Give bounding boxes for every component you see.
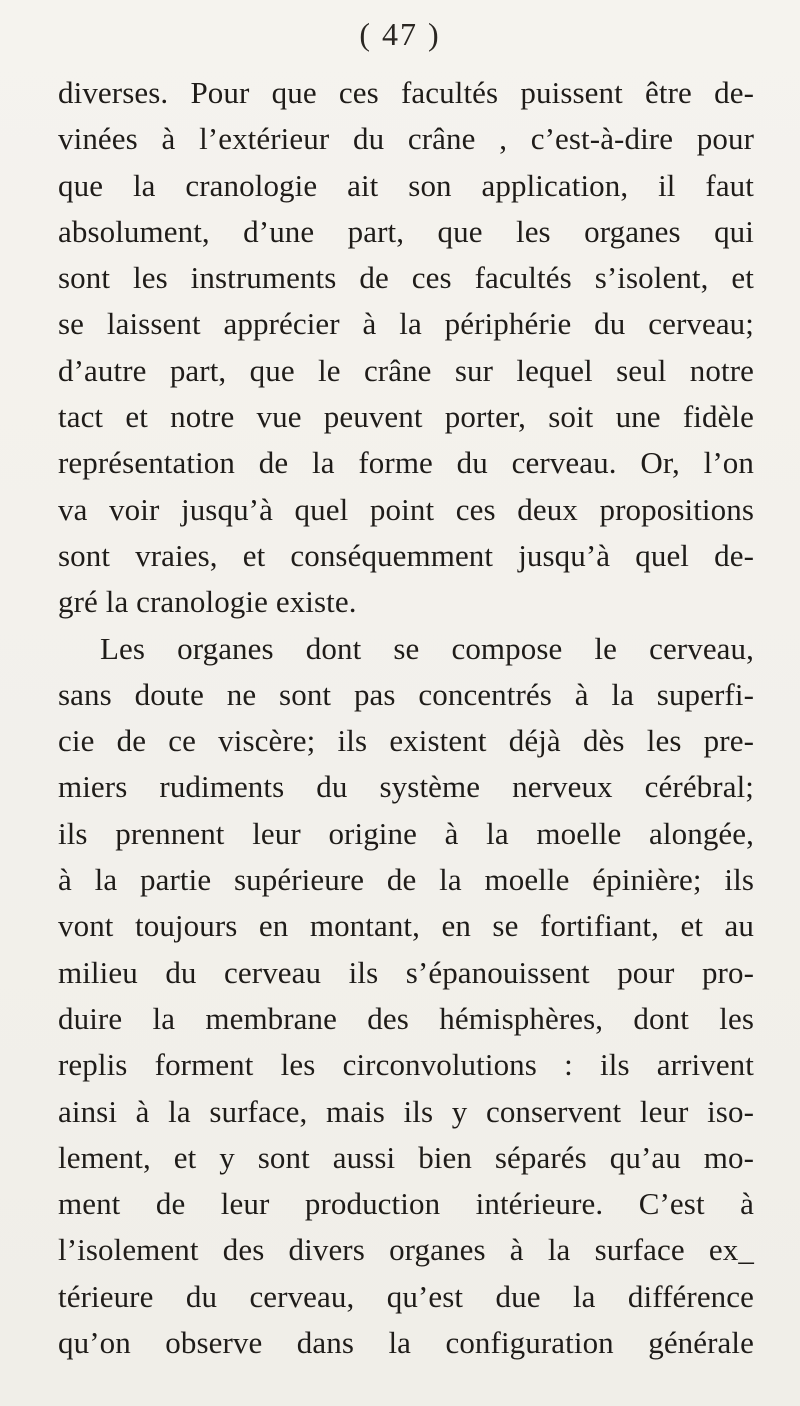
text-line: miers rudiments du système nerveux cérébral; (58, 769, 754, 805)
paragraph-end-line: gré la cranologie existe. (58, 584, 357, 620)
page-number: ( 47 ) (359, 16, 441, 52)
text-line: diverses. Pour que ces facultés puissent être de- (58, 75, 754, 110)
text-line: absolument, d’une part, que les organes qui (58, 213, 754, 249)
text-line: térieure du cerveau, qu’est due la différence (58, 1278, 754, 1314)
text-line: l’isolement des divers organes à la surface ex_ (58, 1232, 754, 1268)
text-line: ainsi à la surface, mais ils y conservent leur iso- (58, 1093, 754, 1129)
text-line: représentation de la forme du cerveau. Or, l’on (58, 445, 754, 481)
text-line: ils prennent leur origine à la moelle alongée, (58, 815, 754, 851)
text-line: va voir jusqu’à quel point ces deux propositions (58, 491, 754, 527)
text-line: cie de ce viscère; ils existent déjà dès les pre- (58, 723, 754, 759)
text-line: se laissent apprécier à la périphérie du cerveau; (58, 306, 754, 342)
text-line: lement, et y sont aussi bien séparés qu’au mo- (58, 1139, 754, 1175)
text-line: milieu du cerveau ils s’épanouissent pour pro- (58, 954, 754, 990)
text-line: qu’on observe dans la configuration générale (58, 1325, 754, 1361)
text-line: ment de leur production intérieure. C’est à (58, 1186, 754, 1222)
text-line: duire la membrane des hémisphères, dont les (58, 1000, 754, 1036)
text-line: sans doute ne sont pas concentrés à la superfi- (58, 676, 754, 712)
text-line: que la cranologie ait son application, il faut (58, 167, 754, 203)
text-line: replis forment les circonvolutions : ils arrivent (58, 1047, 754, 1083)
text-line: à la partie supérieure de la moelle épinière; ils (58, 862, 754, 898)
text-line: vont toujours en montant, en se fortifiant, et au (58, 908, 754, 944)
body-text (58, 70, 754, 1366)
text-line: sont vraies, et conséquemment jusqu’à quel de- (58, 537, 754, 573)
text-line: vinées à l’extérieur du crâne , c’est-à-dire pour (58, 121, 754, 157)
text-line: d’autre part, que le crâne sur lequel seul notre (58, 352, 754, 388)
text-line: tact et notre vue peuvent porter, soit une fidèle (58, 399, 754, 435)
paragraph-start-line: Les organes dont se compose le cerveau, (100, 630, 754, 666)
text-line: sont les instruments de ces facultés s’isolent, et (58, 260, 754, 296)
